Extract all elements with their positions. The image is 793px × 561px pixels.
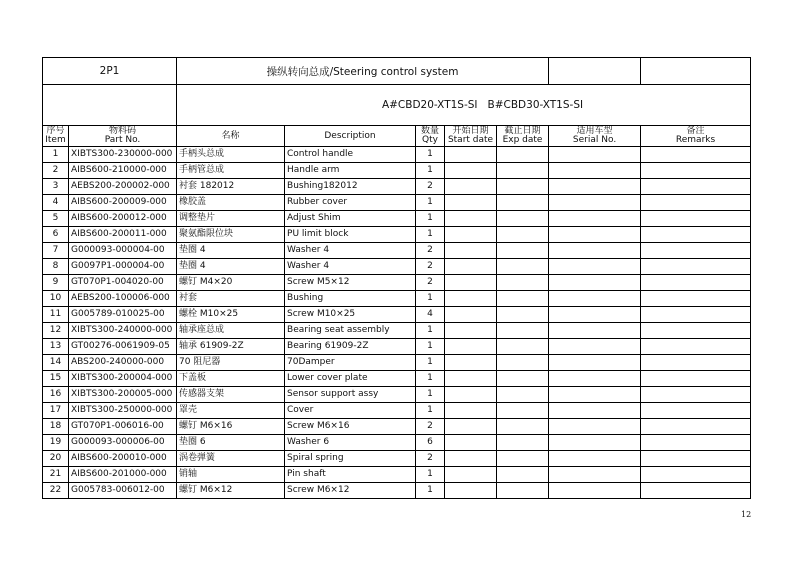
serial-no-cell: [549, 371, 641, 387]
remarks-cell: [641, 387, 751, 403]
name-cell: 垫圈 4: [177, 259, 285, 275]
model-blank-cell: [43, 85, 177, 126]
start-date-cell: [445, 211, 497, 227]
item-no-cell: 16: [43, 387, 69, 403]
remarks-cell: [641, 403, 751, 419]
part-no-cell: G000093-000004-00: [69, 243, 177, 259]
exp-date-cell: [497, 339, 549, 355]
description-cell: Lower cover plate: [285, 371, 416, 387]
table-row: [43, 451, 751, 467]
exp-date-cell: [497, 211, 549, 227]
exp-date-cell: [497, 483, 549, 499]
exp-date-cell: [497, 259, 549, 275]
name-cell: 手柄管总成: [177, 163, 285, 179]
name-cell: 螺栓 M10×25: [177, 307, 285, 323]
description-cell: Bearing 61909-2Z: [285, 339, 416, 355]
serial-no-cell: [549, 419, 641, 435]
parts-list-table: [42, 57, 751, 499]
item-no-cell: 2: [43, 163, 69, 179]
remarks-cell: [641, 483, 751, 499]
name-cell: 涡卷弹簧: [177, 451, 285, 467]
serial-no-cell: [549, 291, 641, 307]
name-cell: 下盖板: [177, 371, 285, 387]
item-no-cell: 18: [43, 419, 69, 435]
table-row: [43, 355, 751, 371]
qty-cell: 1: [416, 211, 445, 227]
qty-cell: 6: [416, 435, 445, 451]
exp-date-cell: [497, 147, 549, 163]
start-date-cell: [445, 339, 497, 355]
description-cell: Washer 6: [285, 435, 416, 451]
name-cell: 轴承 61909-2Z: [177, 339, 285, 355]
name-cell: 垫圈 4: [177, 243, 285, 259]
qty-cell: 2: [416, 275, 445, 291]
table-row: [43, 227, 751, 243]
start-date-cell: [445, 435, 497, 451]
col-header-start-date: 开始日期 Start date: [445, 126, 497, 147]
part-no-cell: AIBS600-200010-000: [69, 451, 177, 467]
description-cell: Screw M6×16: [285, 419, 416, 435]
description-cell: Cover: [285, 403, 416, 419]
start-date-cell: [445, 147, 497, 163]
col-header-description: Description: [285, 126, 416, 147]
qty-cell: 1: [416, 387, 445, 403]
remarks-cell: [641, 355, 751, 371]
title-blank-cell: [549, 58, 641, 85]
description-cell: Bearing seat assembly: [285, 323, 416, 339]
remarks-cell: [641, 179, 751, 195]
model-row: [43, 85, 751, 126]
description-cell: Bushing: [285, 291, 416, 307]
table-row: [43, 291, 751, 307]
qty-cell: 2: [416, 179, 445, 195]
exp-date-cell: [497, 291, 549, 307]
table-row: [43, 147, 751, 163]
remarks-cell: [641, 259, 751, 275]
table-row: [43, 403, 751, 419]
part-no-cell: XIBTS300-250000-000: [69, 403, 177, 419]
item-no-cell: 11: [43, 307, 69, 323]
table-row: [43, 323, 751, 339]
assembly-code: 2P1: [43, 58, 177, 85]
serial-no-cell: [549, 179, 641, 195]
table-row: [43, 163, 751, 179]
start-date-cell: [445, 291, 497, 307]
item-no-cell: 9: [43, 275, 69, 291]
name-cell: 70 阻尼器: [177, 355, 285, 371]
page-number: 12: [741, 510, 752, 519]
serial-no-cell: [549, 403, 641, 419]
serial-no-cell: [549, 275, 641, 291]
qty-cell: 2: [416, 419, 445, 435]
serial-no-cell: [549, 467, 641, 483]
table-row: [43, 243, 751, 259]
col-header-item: 序号 Item: [43, 126, 69, 147]
model-list: A#CBD20-XT1S-SI B#CBD30-XT1S-SI: [177, 85, 751, 126]
remarks-cell: [641, 291, 751, 307]
description-cell: Sensor support assy: [285, 387, 416, 403]
part-no-cell: AIBS600-200012-000: [69, 211, 177, 227]
description-cell: Pin shaft: [285, 467, 416, 483]
start-date-cell: [445, 227, 497, 243]
qty-cell: 1: [416, 195, 445, 211]
serial-no-cell: [549, 211, 641, 227]
part-no-cell: XIBTS300-200004-000: [69, 371, 177, 387]
serial-no-cell: [549, 163, 641, 179]
exp-date-cell: [497, 403, 549, 419]
start-date-cell: [445, 195, 497, 211]
exp-date-cell: [497, 419, 549, 435]
table-row: [43, 307, 751, 323]
item-no-cell: 8: [43, 259, 69, 275]
serial-no-cell: [549, 307, 641, 323]
name-cell: 螺钉 M4×20: [177, 275, 285, 291]
description-cell: Spiral spring: [285, 451, 416, 467]
start-date-cell: [445, 163, 497, 179]
part-no-cell: GT070P1-006016-00: [69, 419, 177, 435]
table-row: [43, 387, 751, 403]
description-cell: 70Damper: [285, 355, 416, 371]
remarks-cell: [641, 435, 751, 451]
qty-cell: 1: [416, 355, 445, 371]
item-no-cell: 6: [43, 227, 69, 243]
start-date-cell: [445, 259, 497, 275]
serial-no-cell: [549, 355, 641, 371]
col-header-serial-no: 适用车型 Serial No.: [549, 126, 641, 147]
remarks-cell: [641, 243, 751, 259]
description-cell: Screw M6×12: [285, 483, 416, 499]
exp-date-cell: [497, 467, 549, 483]
table-row: [43, 435, 751, 451]
table-row: [43, 467, 751, 483]
remarks-cell: [641, 371, 751, 387]
table-row: [43, 259, 751, 275]
part-no-cell: AIBS600-201000-000: [69, 467, 177, 483]
part-no-cell: AIBS600-210000-000: [69, 163, 177, 179]
qty-cell: 1: [416, 371, 445, 387]
qty-cell: 2: [416, 259, 445, 275]
name-cell: 螺钉 M6×12: [177, 483, 285, 499]
name-cell: 橡胶盖: [177, 195, 285, 211]
remarks-cell: [641, 227, 751, 243]
part-no-cell: XIBTS300-230000-000: [69, 147, 177, 163]
exp-date-cell: [497, 355, 549, 371]
name-cell: 衬套 182012: [177, 179, 285, 195]
qty-cell: 2: [416, 243, 445, 259]
description-cell: Rubber cover: [285, 195, 416, 211]
part-no-cell: AIBS600-200011-000: [69, 227, 177, 243]
remarks-cell: [641, 147, 751, 163]
item-no-cell: 3: [43, 179, 69, 195]
description-cell: Adjust Shim: [285, 211, 416, 227]
remarks-cell: [641, 163, 751, 179]
part-no-cell: AIBS600-200009-000: [69, 195, 177, 211]
exp-date-cell: [497, 163, 549, 179]
item-no-cell: 20: [43, 451, 69, 467]
start-date-cell: [445, 323, 497, 339]
description-cell: Washer 4: [285, 259, 416, 275]
part-no-cell: GT070P1-004020-00: [69, 275, 177, 291]
item-no-cell: 14: [43, 355, 69, 371]
exp-date-cell: [497, 227, 549, 243]
name-cell: 轴承座总成: [177, 323, 285, 339]
part-no-cell: G005789-010025-00: [69, 307, 177, 323]
item-no-cell: 17: [43, 403, 69, 419]
description-cell: PU limit block: [285, 227, 416, 243]
item-no-cell: 13: [43, 339, 69, 355]
remarks-cell: [641, 307, 751, 323]
item-no-cell: 22: [43, 483, 69, 499]
part-no-cell: ABS200-240000-000: [69, 355, 177, 371]
name-cell: 垫圈 6: [177, 435, 285, 451]
col-header-exp-date: 截止日期 Exp date: [497, 126, 549, 147]
col-header-part-no: 物料码 Part No.: [69, 126, 177, 147]
qty-cell: 1: [416, 227, 445, 243]
qty-cell: 4: [416, 307, 445, 323]
qty-cell: 1: [416, 291, 445, 307]
serial-no-cell: [549, 243, 641, 259]
part-no-cell: AEBS200-200002-000: [69, 179, 177, 195]
start-date-cell: [445, 243, 497, 259]
column-header-row: [43, 126, 751, 147]
title-row: [43, 58, 751, 85]
exp-date-cell: [497, 179, 549, 195]
description-cell: Bushing182012: [285, 179, 416, 195]
table-row: [43, 211, 751, 227]
exp-date-cell: [497, 387, 549, 403]
name-cell: 销轴: [177, 467, 285, 483]
name-cell: 传感器支架: [177, 387, 285, 403]
table-row: [43, 179, 751, 195]
qty-cell: 1: [416, 467, 445, 483]
description-cell: Handle arm: [285, 163, 416, 179]
remarks-cell: [641, 195, 751, 211]
item-no-cell: 5: [43, 211, 69, 227]
exp-date-cell: [497, 307, 549, 323]
serial-no-cell: [549, 451, 641, 467]
table-row: [43, 195, 751, 211]
col-header-qty: 数量 Qty: [416, 126, 445, 147]
qty-cell: 1: [416, 403, 445, 419]
remarks-cell: [641, 451, 751, 467]
serial-no-cell: [549, 387, 641, 403]
start-date-cell: [445, 403, 497, 419]
name-cell: 罩壳: [177, 403, 285, 419]
qty-cell: 1: [416, 323, 445, 339]
start-date-cell: [445, 387, 497, 403]
start-date-cell: [445, 275, 497, 291]
remarks-cell: [641, 275, 751, 291]
qty-cell: 1: [416, 163, 445, 179]
exp-date-cell: [497, 371, 549, 387]
table-row: [43, 371, 751, 387]
part-no-cell: XIBTS300-240000-000: [69, 323, 177, 339]
item-no-cell: 15: [43, 371, 69, 387]
start-date-cell: [445, 467, 497, 483]
serial-no-cell: [549, 195, 641, 211]
qty-cell: 1: [416, 483, 445, 499]
part-no-cell: GT00276-0061909-05: [69, 339, 177, 355]
table-row: [43, 483, 751, 499]
start-date-cell: [445, 179, 497, 195]
serial-no-cell: [549, 227, 641, 243]
exp-date-cell: [497, 275, 549, 291]
name-cell: 螺钉 M6×16: [177, 419, 285, 435]
start-date-cell: [445, 307, 497, 323]
table-row: [43, 275, 751, 291]
assembly-title: 操纵转向总成/Steering control system: [177, 58, 549, 85]
item-no-cell: 1: [43, 147, 69, 163]
item-no-cell: 12: [43, 323, 69, 339]
serial-no-cell: [549, 259, 641, 275]
exp-date-cell: [497, 435, 549, 451]
remarks-cell: [641, 211, 751, 227]
part-no-cell: AEBS200-100006-000: [69, 291, 177, 307]
part-no-cell: G000093-000006-00: [69, 435, 177, 451]
part-no-cell: G005783-006012-00: [69, 483, 177, 499]
part-no-cell: XIBTS300-200005-000: [69, 387, 177, 403]
serial-no-cell: [549, 339, 641, 355]
qty-cell: 2: [416, 451, 445, 467]
col-header-remarks: 备注 Remarks: [641, 126, 751, 147]
serial-no-cell: [549, 323, 641, 339]
exp-date-cell: [497, 243, 549, 259]
start-date-cell: [445, 355, 497, 371]
start-date-cell: [445, 371, 497, 387]
exp-date-cell: [497, 451, 549, 467]
table-row: [43, 339, 751, 355]
name-cell: 衬套: [177, 291, 285, 307]
title-blank-cell: [641, 58, 751, 85]
exp-date-cell: [497, 195, 549, 211]
qty-cell: 1: [416, 147, 445, 163]
remarks-cell: [641, 419, 751, 435]
description-cell: Screw M10×25: [285, 307, 416, 323]
item-no-cell: 7: [43, 243, 69, 259]
start-date-cell: [445, 419, 497, 435]
item-no-cell: 4: [43, 195, 69, 211]
name-cell: 手柄头总成: [177, 147, 285, 163]
item-no-cell: 19: [43, 435, 69, 451]
remarks-cell: [641, 323, 751, 339]
remarks-cell: [641, 339, 751, 355]
serial-no-cell: [549, 483, 641, 499]
description-cell: Screw M5×12: [285, 275, 416, 291]
remarks-cell: [641, 467, 751, 483]
serial-no-cell: [549, 147, 641, 163]
name-cell: 调整垫片: [177, 211, 285, 227]
item-no-cell: 10: [43, 291, 69, 307]
description-cell: Control handle: [285, 147, 416, 163]
item-no-cell: 21: [43, 467, 69, 483]
exp-date-cell: [497, 323, 549, 339]
serial-no-cell: [549, 435, 641, 451]
description-cell: Washer 4: [285, 243, 416, 259]
name-cell: 聚氨酯限位块: [177, 227, 285, 243]
part-no-cell: G0097P1-000004-00: [69, 259, 177, 275]
qty-cell: 1: [416, 339, 445, 355]
start-date-cell: [445, 451, 497, 467]
col-header-name: 名称: [177, 126, 285, 147]
start-date-cell: [445, 483, 497, 499]
table-row: [43, 419, 751, 435]
